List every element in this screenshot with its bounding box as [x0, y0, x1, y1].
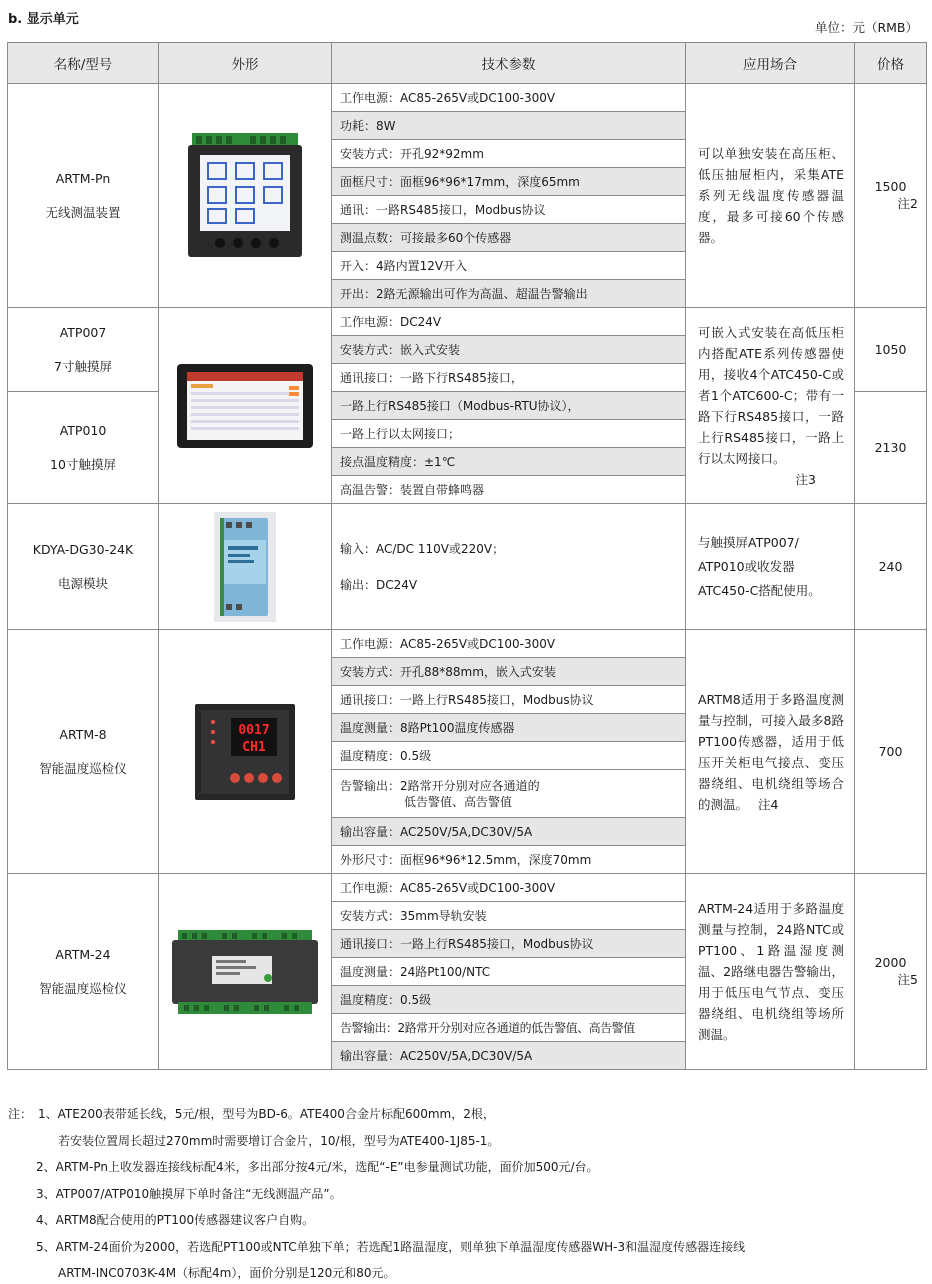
application-text: ARTM8适用于多路温度测量与控制，可接入最多8路PT100传感器，适用于低压开关柜电气接点、变压器绕组、电机绕组等场合的测温。: [698, 691, 844, 812]
table-row: [8, 308, 927, 336]
model-code: ARTM-24: [55, 946, 111, 962]
col-header-appearance: 外形: [159, 43, 332, 84]
col-header-application: 应用场合: [686, 43, 855, 84]
footnote-line: 1、ATE200表带延长线，5元/根，型号为BD-6。ATE400合金片标配600mm，2根，: [38, 1107, 495, 1121]
footnote-line: 若安装位置周长超过270mm时需要增订合金片，10/根，型号为ATE400-1J85-1。: [58, 1133, 500, 1148]
spec-cell: 输出容量：AC250V/5A,DC30V/5A: [332, 1042, 686, 1070]
spec-cell: 高温告警：装置自带蜂鸣器: [332, 476, 686, 504]
model-cell: [8, 84, 159, 308]
model-name: 7寸触摸屏: [54, 358, 112, 374]
spec-line: 输出：DC24V: [340, 577, 418, 592]
price-cell: [855, 392, 927, 504]
model-name: 电源模块: [57, 575, 108, 591]
footnotes: [8, 1101, 745, 1284]
spec-cell: 工作电源：DC24V: [332, 308, 686, 336]
spec-cell: 工作电源：AC85-265V或DC100-300V: [332, 84, 686, 112]
price-value: 2000: [874, 955, 907, 970]
footnote-line: 3、ATP007/ATP010触摸屏下单时备注“无线测温产品”。: [36, 1186, 342, 1201]
model-code: ARTM-Pn: [55, 170, 111, 186]
application-cell: 可以单独安装在高压柜、低压抽屉柜内，采集ATE系列无线温度传感器温度，最多可接60个传感器。: [686, 84, 855, 308]
price-value: 2130: [874, 440, 907, 455]
spec-cell: 通讯接口：一路下行RS485接口，: [332, 364, 686, 392]
spec-cell: [332, 504, 686, 630]
product-image: [159, 630, 332, 874]
led-readout-bottom: CH1: [242, 739, 266, 755]
model-cell: [8, 630, 159, 874]
application-line: ATC450-C搭配使用。: [698, 582, 821, 598]
table-row: [8, 84, 927, 112]
price-value: 1500: [874, 179, 907, 194]
spec-cell: 外形尺寸：面框96*96*12.5mm，深度70mm: [332, 846, 686, 874]
model-name: 10寸触摸屏: [50, 456, 116, 472]
model-cell: [8, 392, 159, 504]
spec-cell: [332, 770, 686, 818]
spec-cell: 温度测量：8路Pt100温度传感器: [332, 714, 686, 742]
spec-line: 输入：AC/DC 110V或220V；: [340, 541, 505, 556]
spec-line: 低告警值、高告警值: [404, 794, 513, 809]
model-name: 无线测温装置: [45, 204, 121, 220]
currency-unit: 单位：元（RMB）: [814, 20, 918, 35]
price-value: 700: [878, 744, 903, 759]
application-text: 可嵌入式安装在高低压柜内搭配ATE系列传感器使用，接收4个ATC450-C或者1个ATC600-C；带有一路下行RS485接口，一路上行RS485接口，一路上行以太网接口。: [698, 324, 844, 466]
spec-cell: 测温点数：可接最多60个传感器: [332, 224, 686, 252]
spec-cell: 告警输出：2路常开分别对应各通道的低告警值、高告警值: [332, 1014, 686, 1042]
product-image: [159, 504, 332, 630]
application-cell: [686, 504, 855, 630]
col-header-price: 价格: [855, 43, 927, 84]
price-cell: [855, 84, 927, 308]
spec-line: 告警输出：2路常开分别对应各通道的: [340, 778, 540, 793]
spec-cell: 安装方式：嵌入式安装: [332, 336, 686, 364]
model-name: 智能温度巡检仪: [39, 760, 127, 776]
model-code: ARTM-8: [59, 726, 107, 742]
footnote-label: 注：: [8, 1107, 33, 1121]
artm-24-device-icon: [172, 930, 318, 1014]
power-module-icon: [214, 512, 276, 622]
price-value: 240: [878, 559, 903, 574]
price-cell: [855, 308, 927, 392]
spec-cell: 工作电源：AC85-265V或DC100-300V: [332, 630, 686, 658]
spec-cell: 开入：4路内置12V开入: [332, 252, 686, 280]
spec-cell: 温度精度：0.5级: [332, 742, 686, 770]
model-code: ATP010: [59, 422, 107, 438]
spec-cell: 温度测量：24路Pt100/NTC: [332, 958, 686, 986]
spec-cell: 开出：2路无源输出可作为高温、超温告警输出: [332, 280, 686, 308]
spec-cell: 接点温度精度：±1℃: [332, 448, 686, 476]
col-header-specs: 技术参数: [332, 43, 686, 84]
price-cell: [855, 504, 927, 630]
spec-cell: 通讯接口：一路上行RS485接口，Modbus协议: [332, 930, 686, 958]
model-cell: [8, 874, 159, 1070]
price-value: 1050: [874, 342, 907, 357]
spec-cell: 输出容量：AC250V/5A,DC30V/5A: [332, 818, 686, 846]
model-code: KDYA-DG30-24K: [32, 541, 134, 557]
spec-cell: 通讯：一路RS485接口，Modbus协议: [332, 196, 686, 224]
col-header-model: 名称/型号: [8, 43, 159, 84]
application-line: ATP010或收发器: [698, 558, 795, 574]
application-cell: [686, 630, 855, 874]
price-note: 注5: [897, 972, 918, 987]
price-note: 注2: [897, 196, 918, 211]
spec-cell: 一路上行RS485接口（Modbus-RTU协议），: [332, 392, 686, 420]
footnote-line: 4、ARTM8配合使用的PT100传感器建议客户自购。: [36, 1213, 315, 1227]
product-image: [159, 874, 332, 1070]
application-cell: [686, 308, 855, 504]
model-name: 智能温度巡检仪: [39, 980, 127, 996]
model-cell: [8, 308, 159, 392]
model-code: ATP007: [59, 324, 107, 340]
product-image: [159, 308, 332, 504]
table-row: [8, 630, 927, 658]
spec-cell: 温度精度：0.5级: [332, 986, 686, 1014]
spec-cell: 安装方式：开孔92*92mm: [332, 140, 686, 168]
artm-pn-device-icon: [186, 133, 304, 259]
spec-cell: 安装方式：开孔88*88mm，嵌入式安装: [332, 658, 686, 686]
spec-cell: 一路上行以太网接口；: [332, 420, 686, 448]
product-image: [159, 84, 332, 308]
spec-cell: 通讯接口：一路上行RS485接口，Modbus协议: [332, 686, 686, 714]
table-row: [8, 874, 927, 902]
spec-cell: 安装方式：35mm导轨安装: [332, 902, 686, 930]
model-cell: [8, 504, 159, 630]
table-row: [8, 504, 927, 630]
footnote-line: 2、ARTM-Pn上收发器连接线标配4米，多出部分按4元/米，选配“-E”电参量测试功能，面价加500元/台。: [36, 1160, 599, 1174]
price-cell: [855, 874, 927, 1070]
application-cell: ARTM-24适用于多路温度测量与控制，24路NTC或PT100、1路温湿度测温、2路继电器告警输出，用于低压电气节点、变压器绕组、电机绕组等场所测温。: [686, 874, 855, 1070]
table-header-row: [8, 43, 927, 84]
application-note: 注4: [758, 796, 779, 812]
spec-cell: 工作电源：AC85-265V或DC100-300V: [332, 874, 686, 902]
product-table: [7, 42, 927, 1070]
touch-screen-icon: [177, 364, 313, 448]
spec-cell: 面框尺寸：面框96*96*17mm，深度65mm: [332, 168, 686, 196]
section-title: b. 显示单元: [8, 12, 79, 27]
footnote-line: 5、ARTM-24面价为2000，若选配PT100或NTC单独下单；若选配1路温湿度，则单独下单温湿度传感器WH-3和温湿度传感器连接线: [36, 1239, 746, 1254]
led-readout-top: 0017: [238, 722, 270, 738]
footnote-line: ARTM-INC0703K-4M（标配4m），面价分别是120元和80元。: [58, 1266, 396, 1280]
spec-cell: 功耗：8W: [332, 112, 686, 140]
footnote-first: [8, 1101, 745, 1128]
price-cell: [855, 630, 927, 874]
application-line: 与触摸屏ATP007/: [698, 534, 799, 550]
artm-8-device-icon: [195, 704, 295, 800]
application-note: 注3: [795, 471, 816, 487]
